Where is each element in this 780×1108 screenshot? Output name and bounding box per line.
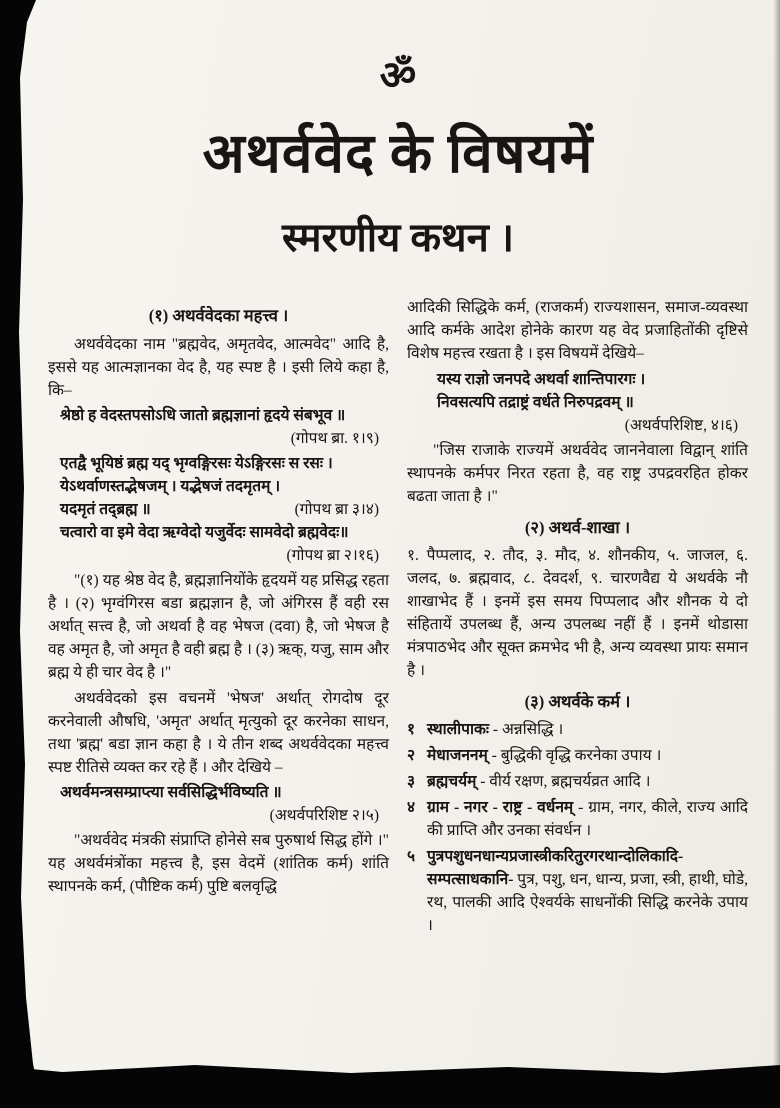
left-column: [48, 297, 389, 940]
verse-line: यदमृतं तद्ब्रह्म ॥: [60, 501, 151, 519]
list-item-term: पुत्रपशुधनधान्यप्रजास्त्रीकरितुरगरथान्दोलिकादि-सम्पत्साधकानि-: [427, 847, 684, 888]
section-heading-importance: (१) अथर्ववेदका महत्त्व ।: [148, 306, 289, 326]
paragraph: आदिकी सिद्धिके कर्म, (राजकर्म) राज्यशासन, समाज-व्यवस्था आदि कर्मके आदेश होनेके कारण यह वेद प्रजाहितोंकी दृष्टिसे विशेष महत्त्व रखता है । इस विषयमें देखिये–: [407, 299, 748, 363]
scan-edge-bottom: [0, 1060, 780, 1108]
list-item-description: पुत्र, पशु, धन, धान्य, प्रजा, स्त्री, हाथी, घोडे, रथ, पालकी आदि ऐश्वर्यके साधनोंकी सिद्धि करनेके उपाय ।: [427, 870, 748, 934]
verse-reference: (गोपथ ब्रा. १।९): [290, 430, 379, 448]
list-item-number: ४: [407, 798, 416, 816]
verse-line: येऽथर्वाणस्तद्भेषजम् । यद्भेषजं तदमृतम् ।: [60, 478, 281, 496]
paragraph: "(१) यह श्रेष्ठ वेद है, ब्रह्मज्ञानियोंके हृदयमें यह प्रसिद्ध रहता है । (२) भृग्वंगिरस बडा ब्रह्मज्ञान है, जो अंगिरस हैं वही रस अर्थात् सत्त्व है, जो अथर्वा है वह भेषज (दवा) है, जो भेषज है वह अमृत है, जो अमृत है वही ब्रह्म है । (३) ऋक्, यजु, साम और ब्रह्म ये ही चार वेद है ।": [48, 572, 389, 681]
list-item-description: - बुद्धिकी वृद्धि करनेका उपाय ।: [491, 747, 662, 765]
scan-edge-left: [0, 0, 42, 1108]
list-item-number: ३: [407, 773, 416, 790]
list-item-text: [427, 846, 748, 938]
verse-line: निवसत्यपि तद्राष्ट्रं वर्धते निरुपद्रवम् ॥: [437, 394, 634, 411]
verse-reference: (गोपथ ब्रा ३।४): [294, 501, 379, 519]
list-item-number: २: [407, 747, 416, 765]
verse-reference: (अथर्वपरिशिष्ट २।५): [269, 807, 379, 825]
list-item-term: ग्राम - नगर - राष्ट्र - वर्धनम्: [427, 798, 574, 816]
scan-shadow-right: [773, 0, 780, 1108]
list-item-description: - वीर्य रक्षण, ब्रह्मचर्यव्रत आदि ।: [480, 773, 651, 790]
verse-line: यस्य राज्ञो जनपदे अथर्वा शान्तिपारगः ।: [437, 371, 646, 389]
section-heading-shakhas: (२) अथर्व-शाखा ।: [524, 517, 631, 537]
two-column-body: [48, 297, 748, 940]
list-item: [407, 771, 748, 794]
verse-line: एतद्वै भूयिष्ठं ब्रह्म यद् भृग्वङ्गिरसः येऽङ्गिरसः स रसः ।: [60, 455, 333, 473]
verse-reference: (अथर्वपरिशिष्ट, ४।६): [624, 416, 738, 434]
list-item-number: ५: [407, 847, 416, 865]
list-item-term: मेधाजननम्: [427, 747, 488, 765]
verse-line-with-reference: [48, 499, 389, 522]
list-item-text: [427, 797, 748, 843]
right-column: [407, 297, 748, 940]
verse-line: श्रेष्ठो ह वेदस्तपसोऽधि जातो ब्रह्मज्ञानां हृदये संबभूव ॥: [60, 407, 346, 425]
list-item-text: [427, 745, 748, 768]
list-item-description: - अन्नसिद्धि ।: [492, 721, 564, 739]
verse-line: चत्वारो वा इमे वेदा ऋग्वेदो यजुर्वेदः सामवेदो ब्रह्मवेदः॥: [60, 524, 349, 542]
page-title: अथर्ववेद के विषयमें: [202, 123, 594, 184]
paragraph: "अथर्ववेद मंत्रकी संप्राप्ति होनेसे सब पुरुषार्थ सिद्ध होंगे ।" यह अथर्वमंत्रोंका महत्त्व है, इस वेदमें (शांतिक कर्म) शांति स्थापनके कर्म, (पौष्टिक कर्म) पुष्टि बलवृद्धि: [48, 832, 389, 896]
om-symbol: ॐ: [379, 53, 417, 98]
page-content: [48, 0, 748, 941]
verse-line: अथर्वमन्त्रसम्प्राप्त्या सर्वसिद्धिर्भविष्यति ॥: [60, 784, 282, 802]
list-item: [407, 745, 748, 768]
list-item: [407, 846, 748, 938]
list-item-text: [427, 771, 748, 794]
paragraph: अथर्ववेदका नाम "ब्रह्मवेद, अमृतवेद, आत्मवेद" आदि है, इससे यह आत्मज्ञानका वेद है, यह स्पष्ट है । इसी लिये कहा है, कि–: [48, 335, 389, 399]
list-item-number: १: [407, 721, 416, 739]
list-item: [407, 797, 748, 843]
verse-reference: (गोपथ ब्रा २।१६): [286, 547, 379, 565]
list-item-term: स्थालीपाकः: [427, 721, 490, 739]
paragraph: १. पैप्पलाद, २. तौद, ३. मौद, ४. शौनकीय, ५. जाजल, ६. जलद, ७. ब्रह्मवाद, ८. देवदर्श, ९. चारणवैद्य ये अथर्वके नौ शाखाभेद हैं । इनमें इस समय पिप्पलाद और शौनक ये दो संहितायें उपलब्ध हैं, अन्य उपलब्ध नहीं हैं । इनमें थोडासा मंत्रपाठभेद और सूक्त क्रमभेद भी है, अन्य व्यवस्था प्रायः समान है ।: [407, 547, 748, 679]
list-item: [407, 719, 748, 742]
paragraph: अथर्ववेदको इस वचनमें 'भेषज' अर्थात् रोगदोष दूर करनेवाली औषधि, 'अमृत' अर्थात् मृत्युको दूर करनेका साधन, तथा 'ब्रह्म' बडा ज्ञान कहा है । ये तीन शब्द अथर्ववेदका महत्त्व स्पष्ट रीतिसे व्यक्त कर रहे हैं । और देखिये –: [48, 689, 389, 776]
list-item-description: - ग्राम, नगर, कीले, राज्य आदि की प्राप्ति और उनका संवर्धन ।: [427, 798, 749, 839]
section-heading-karma: (३) अथर्वके कर्म ।: [524, 691, 631, 711]
paragraph: "जिस राजाके राज्यमें अथर्ववेद जाननेवाला विद्वान् शांति स्थापनके कर्मपर निरत रहता है, वह राष्ट्र उपद्रवरहित होकर बढता जाता है ।": [407, 441, 748, 505]
page-subtitle: स्मरणीय कथन ।: [282, 215, 514, 261]
list-item-text: [427, 719, 748, 742]
list-item-term: ब्रह्मचर्यम्: [427, 773, 477, 790]
